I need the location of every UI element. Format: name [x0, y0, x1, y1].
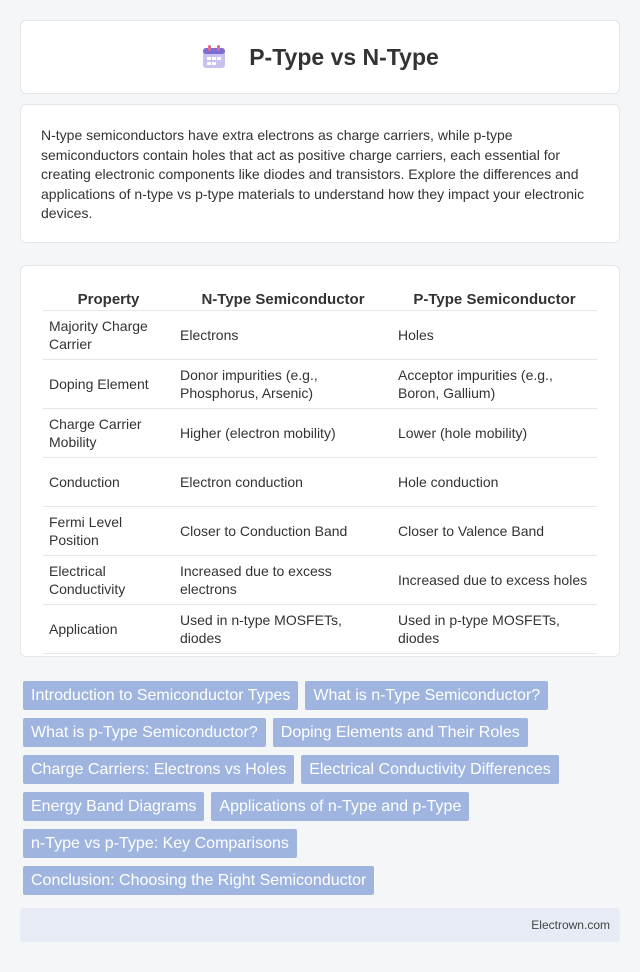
- table-row: [43, 408, 597, 457]
- table-row: [43, 506, 597, 555]
- link-key-comparisons[interactable]: n-Type vs p-Type: Key Comparisons: [23, 829, 297, 858]
- cell-property: Conduction: [43, 457, 174, 506]
- cell-p-type: Used in p-type MOSFETs, diodes: [392, 604, 597, 653]
- cell-p-type: Lower (hole mobility): [392, 408, 597, 457]
- topic-links: [23, 681, 623, 903]
- link-what-is-n-type[interactable]: What is n-Type Semiconductor?: [305, 681, 548, 710]
- cell-property: Fermi Level Position: [43, 506, 174, 555]
- link-applications[interactable]: Applications of n-Type and p-Type: [211, 792, 469, 821]
- cell-p-type: Holes: [392, 310, 597, 359]
- table-row: [43, 555, 597, 604]
- table-row: [43, 359, 597, 408]
- link-conductivity-differences[interactable]: Electrical Conductivity Differences: [301, 755, 559, 784]
- footer-site-name[interactable]: Electrown.com: [531, 918, 610, 932]
- intro-text: N-type semiconductors have extra electrons as charge carriers, while p-type semiconductors contain holes that act as positive charge carriers, each essential for creating electronic components like diodes and transistors. Explore the differences and applications of n-type vs p-type materials to understand how they impact your electronic devices.: [41, 127, 585, 221]
- cell-n-type: Used in n-type MOSFETs, diodes: [174, 604, 392, 653]
- link-energy-band-diagrams[interactable]: Energy Band Diagrams: [23, 792, 204, 821]
- table-row: [43, 310, 597, 359]
- header-n-type: N-Type Semiconductor: [174, 286, 392, 310]
- cell-n-type: Electrons: [174, 310, 392, 359]
- page-title: P-Type vs N-Type: [249, 43, 439, 70]
- cell-property: Application: [43, 604, 174, 653]
- table-row: [43, 457, 597, 506]
- title-card: [20, 20, 620, 94]
- link-introduction[interactable]: Introduction to Semiconductor Types: [23, 681, 298, 710]
- footer: [20, 908, 620, 942]
- cell-property: Doping Element: [43, 359, 174, 408]
- intro-card: [20, 104, 620, 243]
- comparison-table: [43, 286, 597, 654]
- table-row: [43, 604, 597, 653]
- link-charge-carriers[interactable]: Charge Carriers: Electrons vs Holes: [23, 755, 294, 784]
- cell-n-type: Increased due to excess electrons: [174, 555, 392, 604]
- link-what-is-p-type[interactable]: What is p-Type Semiconductor?: [23, 718, 266, 747]
- header-p-type: P-Type Semiconductor: [392, 286, 597, 310]
- cell-p-type: Hole conduction: [392, 457, 597, 506]
- cell-property: Charge Carrier Mobility: [43, 408, 174, 457]
- cell-p-type: Increased due to excess holes: [392, 555, 597, 604]
- cell-n-type: Electron conduction: [174, 457, 392, 506]
- cell-p-type: Closer to Valence Band: [392, 506, 597, 555]
- cell-p-type: Acceptor impurities (e.g., Boron, Gallium): [392, 359, 597, 408]
- cell-n-type: Higher (electron mobility): [174, 408, 392, 457]
- cell-property: Majority Charge Carrier: [43, 310, 174, 359]
- calendar-icon: [201, 44, 227, 70]
- cell-n-type: Closer to Conduction Band: [174, 506, 392, 555]
- header-property: Property: [43, 286, 174, 310]
- cell-property: Electrical Conductivity: [43, 555, 174, 604]
- link-doping-elements[interactable]: Doping Elements and Their Roles: [273, 718, 528, 747]
- cell-n-type: Donor impurities (e.g., Phosphorus, Arsenic): [174, 359, 392, 408]
- comparison-table-card: [20, 265, 620, 657]
- link-conclusion[interactable]: Conclusion: Choosing the Right Semiconductor: [23, 866, 374, 895]
- table-header-row: [43, 286, 597, 310]
